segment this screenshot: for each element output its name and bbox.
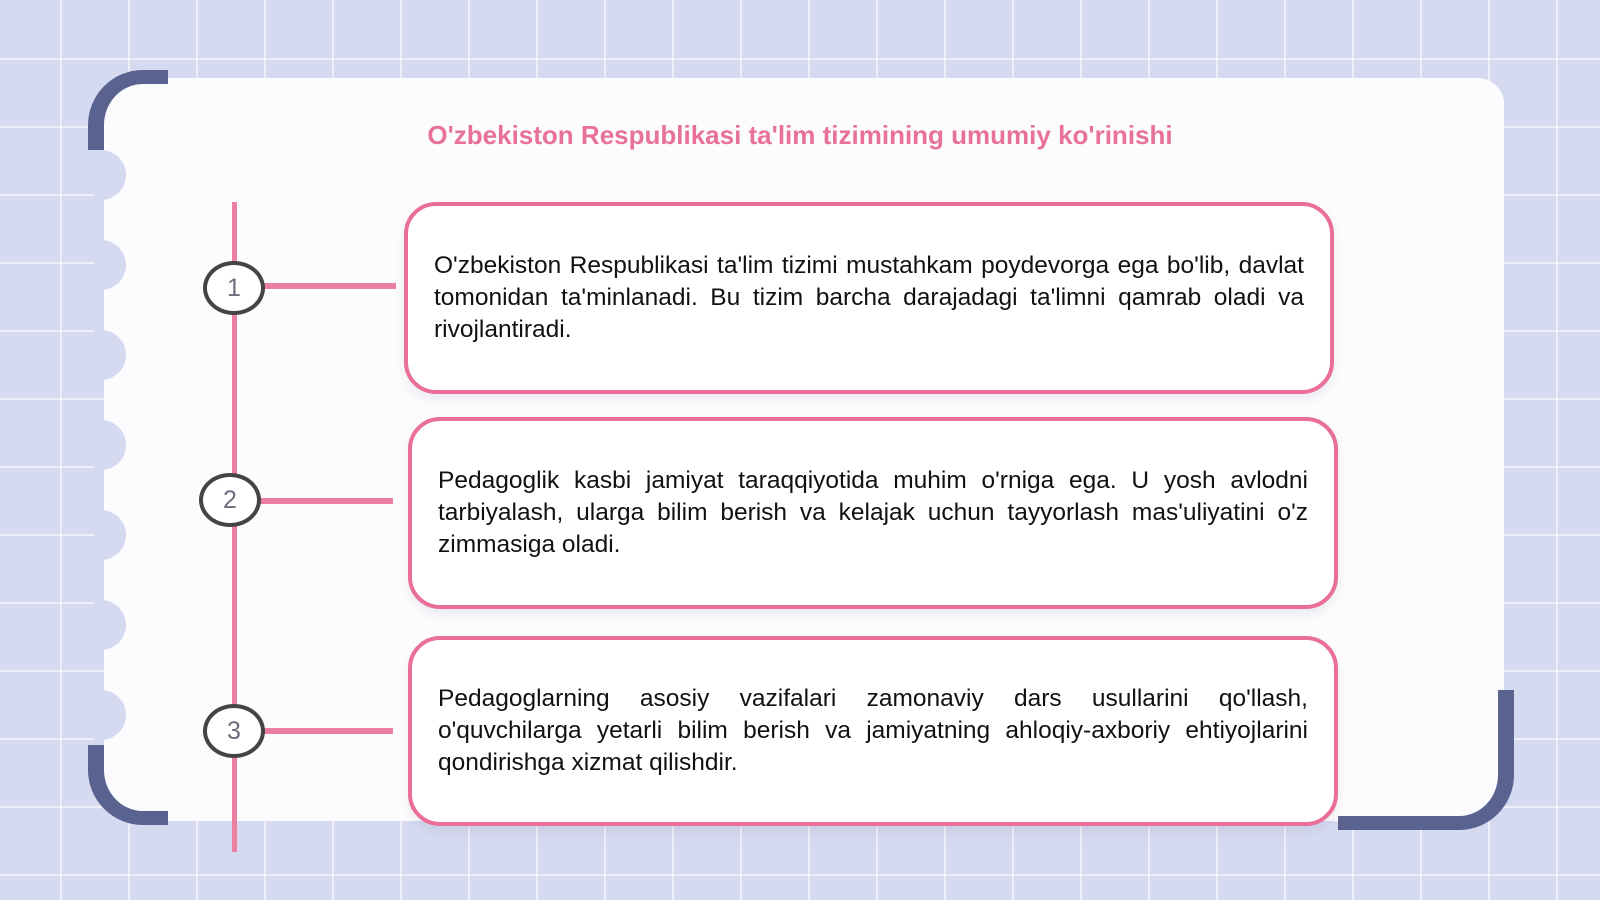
- corner-bracket-bottom-left: [88, 745, 168, 825]
- slide-title: O'zbekiston Respublikasi ta'lim tizimining umumiy ko'rinishi: [427, 120, 1173, 150]
- timeline-connector-1: [262, 283, 396, 289]
- step-text-1: O'zbekiston Respublikasi ta'lim tizimi mustahkam poydevorga ega bo'lib, davlat tomonidan ta'minlanadi. Bu tizim barcha darajadagi ta'limni qamrab oladi va rivojlantiradi.: [434, 252, 1304, 343]
- timeline-connector-3: [262, 728, 393, 734]
- step-number-3: 3: [203, 704, 265, 758]
- step-card-1: [404, 202, 1334, 394]
- corner-bracket-top-left: [88, 70, 168, 150]
- corner-bracket-bottom-right: [1338, 690, 1514, 830]
- timeline-connector-2: [259, 498, 393, 504]
- step-card-2: [408, 417, 1338, 609]
- step-number-2: 2: [199, 473, 261, 527]
- step-number-1: 1: [203, 261, 265, 315]
- step-text-2: Pedagoglik kasbi jamiyat taraqqiyotida muhim o'rniga ega. U yosh avlodni tarbiyalash, ularga bilim berish va kelajak uchun tayyorlash mas'uliyatini o'z zimmasiga oladi.: [438, 467, 1308, 558]
- step-text-3: Pedagoglarning asosiy vazifalari zamonaviy dars usullarini qo'llash, o'quvchilarga yetarli bilim berish va jamiyatning ahloqiy-axboriy ehtiyojlarini qondirishga xizmat qilishdir.: [438, 685, 1308, 776]
- step-card-3: [408, 636, 1338, 826]
